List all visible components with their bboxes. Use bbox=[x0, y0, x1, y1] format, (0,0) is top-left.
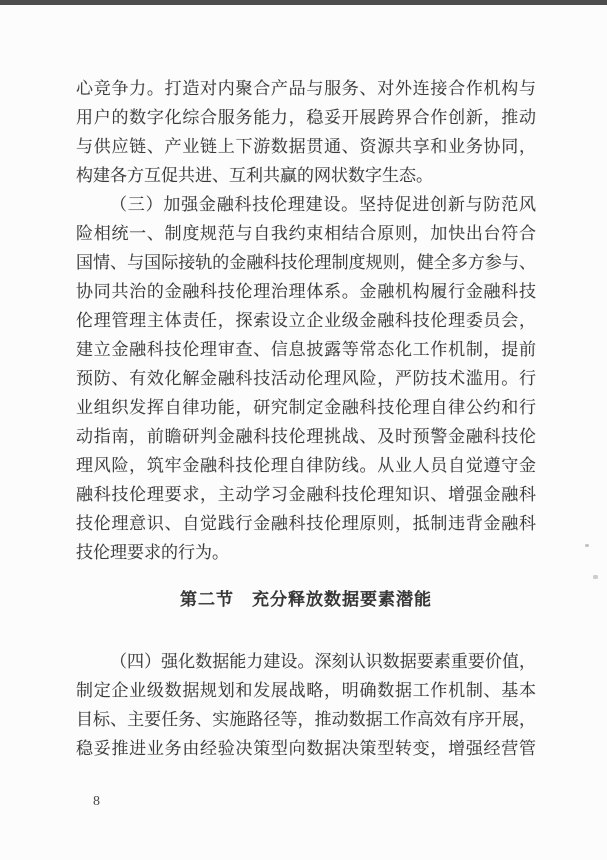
text-line: 业组织发挥自律功能，研究制定金融科技伦理自律公约和行 bbox=[76, 398, 536, 417]
paragraph-data-capability bbox=[76, 647, 536, 763]
text-line: 协同共治的金融科技伦理治理体系。金融机构履行金融科技 bbox=[76, 282, 536, 301]
scan-artifact-speck bbox=[593, 575, 598, 579]
text-line: 心竞争力。打造对内聚合产品与服务、对外连接合作机构与 bbox=[76, 79, 536, 98]
text-line: 伦理管理主体责任，探索设立企业级金融科技伦理委员会， bbox=[76, 311, 536, 330]
text-line: （三）加强金融科技伦理建设。坚持促进创新与防范风 bbox=[110, 195, 536, 214]
text-line: 险相统一、制度规范与自我约束相结合原则，加快出台符合 bbox=[76, 224, 536, 243]
text-line: 与供应链、产业链上下游数据贯通、资源共享和业务协同， bbox=[76, 137, 536, 156]
text-line: 稳妥推进业务由经验决策型向数据决策型转变，增强经营管 bbox=[76, 739, 536, 758]
text-line: 理风险，筑牢金融科技伦理自律防线。从业人员自觉遵守金 bbox=[76, 456, 536, 475]
text-line: 目标、主要任务、实施路径等，推动数据工作高效有序开展， bbox=[76, 710, 536, 729]
text-line: 动指南，前瞻研判金融科技伦理挑战、及时预警金融科技伦 bbox=[76, 427, 536, 446]
text-line: 构建各方互促共进、互利共赢的网状数字生态。 bbox=[76, 166, 433, 185]
text-line: 技伦理意识、自觉践行金融科技伦理原则，抵制违背金融科 bbox=[76, 514, 536, 533]
scan-artifact-speck bbox=[585, 544, 589, 547]
page-number: 8 bbox=[93, 794, 100, 809]
text-line: 融科技伦理要求，主动学习金融科技伦理知识、增强金融科 bbox=[76, 485, 536, 504]
text-line: 用户的数字化综合服务能力，稳妥开展跨界合作创新，推动 bbox=[76, 108, 536, 127]
paragraph-fintech-ethics bbox=[76, 190, 536, 567]
scan-top-edge-bar bbox=[0, 0, 607, 5]
text-line: （四）强化数据能力建设。深刻认识数据要素重要价值， bbox=[110, 652, 536, 671]
document-body-text bbox=[76, 74, 536, 763]
text-line: 预防、有效化解金融科技活动伦理风险，严防技术滥用。行 bbox=[76, 369, 536, 388]
paragraph-digital-ecosystem bbox=[76, 74, 536, 190]
text-line: 技伦理要求的行为。 bbox=[76, 543, 229, 562]
text-line: 国情、与国际接轨的金融科技伦理制度规则，健全多方参与、 bbox=[76, 253, 536, 272]
section-heading: 第二节 充分释放数据要素潜能 bbox=[180, 590, 432, 609]
text-line: 建立金融科技伦理审查、信息披露等常态化工作机制，提前 bbox=[76, 340, 536, 359]
text-line: 制定企业级数据规划和发展战略，明确数据工作机制、基本 bbox=[76, 681, 536, 700]
